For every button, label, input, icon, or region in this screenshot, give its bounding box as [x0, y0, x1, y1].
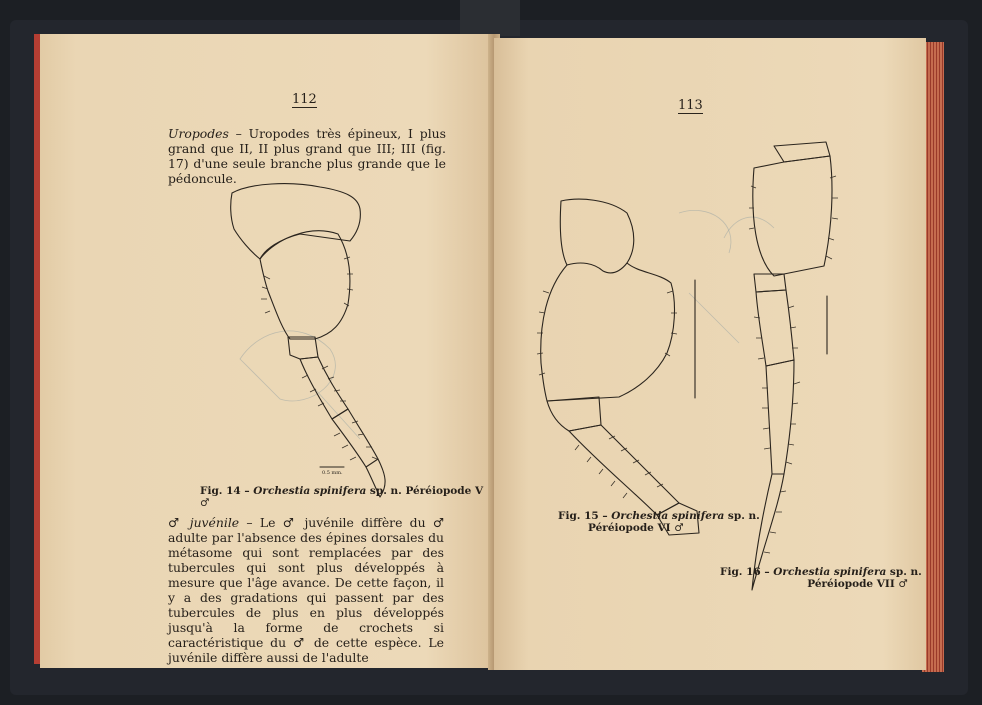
figure-15-label: Fig. 15 – — [558, 510, 612, 522]
figure-14-caption — [200, 485, 494, 509]
figure-16-species: Orchestia spinifera — [773, 566, 887, 578]
figure-16-drawing — [734, 138, 854, 568]
figure-16-subtitle: Péréiopode VII ♂ — [807, 578, 908, 590]
juvenile-label: ♂ juvénile — [168, 515, 240, 530]
uropodes-text: – Uropodes très épineux, I plus grand que II, II plus grand que III; III (fig. 17) d'une seule branche plus grande que le pédoncule. — [168, 126, 446, 186]
figure-15-caption — [558, 510, 760, 534]
figure-14-scale-label: 0.5 mm. — [322, 470, 343, 476]
figure-14-drawing — [220, 179, 420, 489]
page-number-113: 113 — [678, 98, 703, 113]
left-page — [40, 34, 494, 668]
page-number-112: 112 — [292, 92, 317, 107]
uropodes-paragraph — [168, 126, 446, 186]
book-spine — [460, 0, 520, 36]
juvenile-text: – Le ♂ juvénile diffère du ♂ adulte par l'absence des épines dorsales du métasome qui sont remplacées par des tubercules qui sont plus développés à mesure que l'âge avance. De cette façon, il y a des gradations qui passent par des tubercules de plus en plus développés jusqu'à la forme de crochets si caractéristique du ♂ de cette espèce. Le juvénile diffère aussi de l'adulte — [168, 515, 444, 665]
figure-15-drawing — [539, 193, 759, 533]
juvenile-paragraph — [168, 515, 444, 665]
right-page — [494, 38, 926, 670]
figure-15-scale-bar — [690, 280, 700, 400]
figure-16-caption — [720, 566, 922, 590]
figure-15-description: sp. n. — [724, 510, 760, 522]
figure-16-description: sp. n. — [886, 566, 922, 578]
figure-16-label: Fig. 16 – — [720, 566, 774, 578]
figure-14-species: Orchestia spinifera — [253, 485, 367, 497]
figure-14-label: Fig. 14 – — [200, 485, 254, 497]
uropodes-label: Uropodes — [168, 126, 229, 141]
figure-16-scale-bar — [822, 296, 832, 356]
figure-15-subtitle: Péréiopode VI ♂ — [588, 522, 684, 534]
figure-15-species: Orchestia spinifera — [611, 510, 725, 522]
figure-14-description: sp. n. Péréiopode V ♂ — [200, 485, 484, 509]
